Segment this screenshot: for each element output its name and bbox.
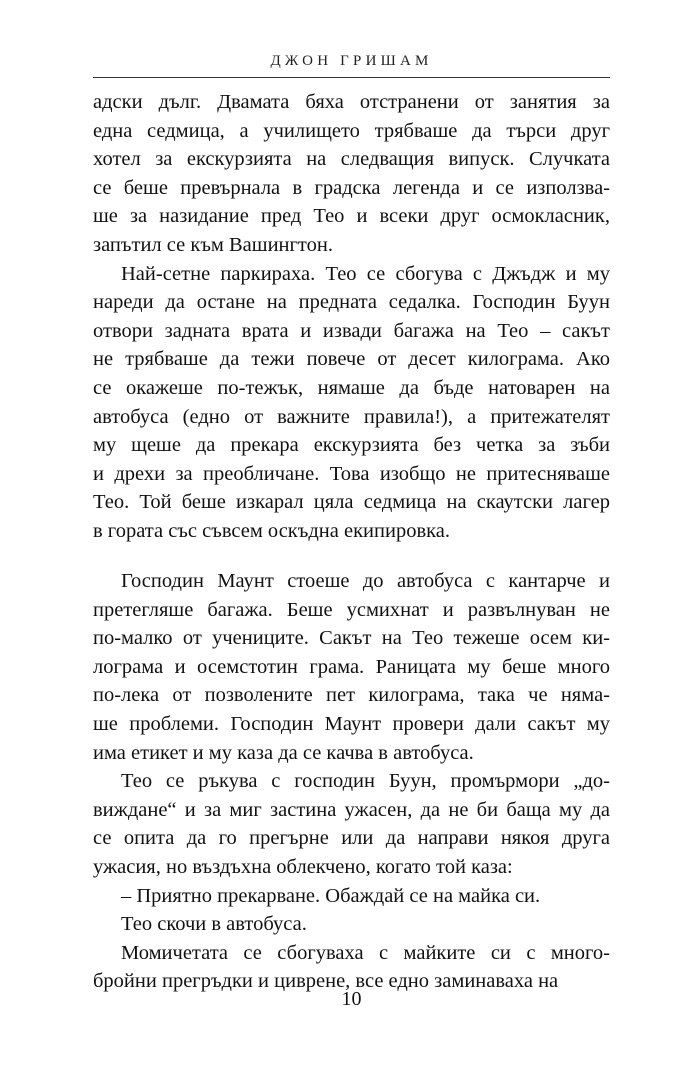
text-line: претегляше багажа. Беше усмихнат и развълнуван не: [93, 598, 610, 621]
text-line: отвори задната врата и извади багажа на Тео – сакът: [93, 319, 610, 342]
text-line: се окажеше по-тежък, нямаше да бъде натоварен на: [93, 376, 610, 399]
text-line: ше за назидание пред Тео и всеки друг осмокласник,: [93, 205, 610, 228]
text-line: ше проблеми. Господин Маунт провери дали сакът му: [93, 712, 610, 735]
text-line: лограма и осемстотин грама. Раницата му беше много: [93, 655, 610, 678]
text-line: по-малко от учениците. Сакът на Тео тежеше осем ки-: [93, 627, 610, 650]
text-line: виждане“ и за миг застина ужасен, да не би баща му да: [93, 798, 610, 821]
text-line: има етикет и му каза да се качва в автобуса.: [93, 741, 474, 764]
text-line: в гората със съвсем оскъдна екипировка.: [93, 519, 450, 542]
text-line: запътил се към Вашингтон.: [93, 233, 333, 256]
text-block-1: [93, 88, 610, 546]
text-line: Тео. Той беше изкарал цяла седмица на скаутски лагер: [93, 491, 610, 514]
text-line: адски дълг. Двамата бяха отстранени от занятия за: [93, 91, 610, 113]
paragraph: [93, 88, 610, 260]
text-line: нареди да остане на предната седалка. Господин Буун: [93, 291, 610, 314]
running-head-author: ДЖОН ГРИШАМ: [270, 53, 433, 69]
text-line: ужасия, но въздъхна облекчено, когато той каза:: [93, 855, 513, 878]
text-line: Тео скочи в автобуса.: [121, 913, 307, 936]
text-line: му щеше да прекара екскурзията без четка за зъби: [93, 434, 610, 457]
header-rule: [93, 77, 610, 78]
text-line: по-лека от позволените пет килограма, така че няма-: [93, 684, 610, 707]
text-line: – Приятно прекарване. Обаждай се на майка си.: [121, 884, 541, 907]
text-line: и дрехи за преобличане. Това изобщо не притесняваше: [93, 462, 610, 485]
paragraph: [93, 910, 610, 939]
text-line: се опита да го прегърне или да направи някоя друга: [93, 827, 610, 850]
page-number: 10: [341, 988, 362, 1010]
text-line: Най-сетне паркираха. Тео се сбогува с Джъдж и му: [121, 262, 610, 285]
text-line: не трябваше да тежи повече от десет килограма. Ако: [93, 348, 610, 371]
paragraph: [93, 567, 610, 767]
text-line: хотел за екскурзията на следващия випуск. Случката: [93, 148, 610, 171]
text-block-2: [93, 567, 610, 996]
paragraph: [93, 260, 610, 546]
paragraph: [93, 882, 610, 911]
text-line: бройни прегръдки и цивренe, все едно заминаваха на: [93, 970, 559, 993]
text-line: Момичетата се сбогуваха с майките си с много-: [121, 941, 610, 964]
paragraph: [93, 767, 610, 881]
text-line: Тео се ръкува с господин Буун, промърмори „до-: [121, 770, 610, 793]
text-line: една седмица, а училището трябваше да търси друг: [93, 119, 610, 142]
text-line: автобуса (едно от важните правила!), а притежателят: [93, 405, 610, 428]
text-line: Господин Маунт стоеше до автобуса с кантарче и: [121, 570, 610, 592]
text-line: се беше превърнала в градска легенда и се използва-: [93, 176, 610, 199]
